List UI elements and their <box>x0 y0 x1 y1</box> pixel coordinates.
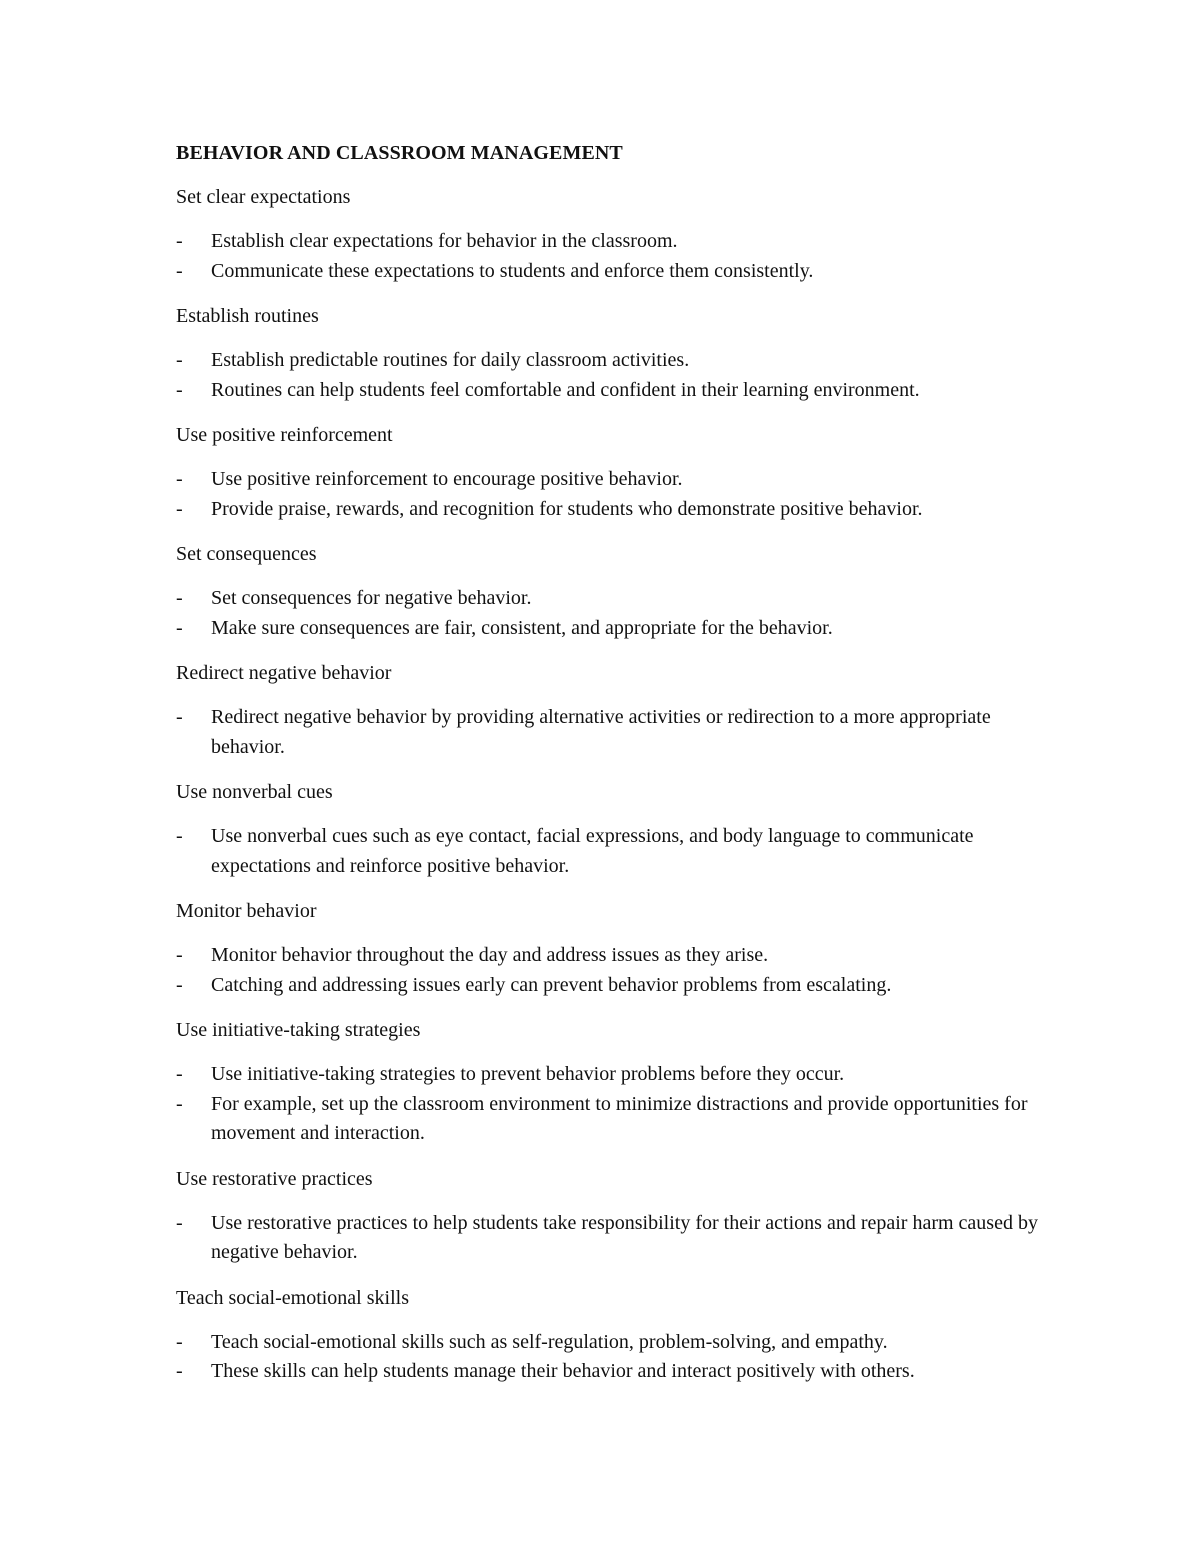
section <box>176 658 1056 762</box>
bullet-list <box>176 822 1056 881</box>
bullet-dash-icon: - <box>176 378 183 401</box>
bullet-text: Set consequences for negative behavior. <box>211 587 532 609</box>
section-heading: Teach social-emotional skills <box>176 1286 409 1309</box>
bullet-text: Establish clear expectations for behavior in the classroom. <box>211 230 678 252</box>
bullet-text: Monitor behavior throughout the day and address issues as they arise. <box>211 944 769 966</box>
section <box>176 1015 1056 1149</box>
bullet-dash-icon: - <box>176 944 183 966</box>
bullet-text: Make sure consequences are fair, consistent, and appropriate for the behavior. <box>211 616 833 639</box>
bullet-list <box>176 1060 1056 1149</box>
document-title: BEHAVIOR AND CLASSROOM MANAGEMENT <box>176 142 623 164</box>
bullet-text: Routines can help students feel comfortable and confident in their learning environment. <box>211 378 920 401</box>
bullet-item <box>176 1209 1056 1268</box>
section <box>176 1164 1056 1268</box>
bullet-dash-icon: - <box>176 1092 183 1115</box>
bullet-text: Redirect negative behavior by providing alternative activities or redirection to a more appropriate behavior. <box>211 706 991 758</box>
bullet-item <box>176 1357 1056 1387</box>
bullet-dash-icon: - <box>176 259 183 282</box>
section-list <box>176 182 1056 1387</box>
bullet-dash-icon: - <box>176 973 183 996</box>
bullet-list <box>176 584 1056 643</box>
bullet-dash-icon: - <box>176 230 183 252</box>
section <box>176 896 1056 1000</box>
bullet-dash-icon: - <box>176 1330 183 1353</box>
bullet-text: Use restorative practices to help students take responsibility for their actions and repair harm caused by negative behavior. <box>211 1211 1038 1263</box>
bullet-dash-icon: - <box>176 706 183 728</box>
bullet-text: For example, set up the classroom environment to minimize distractions and provide opportunities for movement and interaction. <box>211 1092 1028 1144</box>
bullet-list <box>176 227 1056 286</box>
section-heading: Redirect negative behavior <box>176 662 392 684</box>
bullet-dash-icon: - <box>176 497 183 520</box>
section-heading: Establish routines <box>176 305 319 327</box>
bullet-dash-icon: - <box>176 825 183 847</box>
section <box>176 420 1056 524</box>
bullet-list <box>176 703 1056 762</box>
bullet-dash-icon: - <box>176 587 183 609</box>
section-heading: Use nonverbal cues <box>176 781 333 803</box>
bullet-dash-icon: - <box>176 468 183 490</box>
bullet-item <box>176 227 1056 257</box>
bullet-item <box>176 584 1056 614</box>
bullet-item <box>176 971 1056 1001</box>
bullet-item <box>176 465 1056 495</box>
bullet-text: Use positive reinforcement to encourage positive behavior. <box>211 468 683 490</box>
bullet-item <box>176 1090 1056 1149</box>
bullet-text: Teach social-emotional skills such as self-regulation, problem-solving, and empathy. <box>211 1330 888 1353</box>
bullet-item <box>176 257 1056 287</box>
section-heading: Use positive reinforcement <box>176 424 393 446</box>
bullet-text: Use initiative-taking strategies to prevent behavior problems before they occur. <box>211 1063 845 1085</box>
section <box>176 1283 1056 1387</box>
section-heading: Use restorative practices <box>176 1167 373 1190</box>
bullet-item <box>176 1328 1056 1358</box>
document-page <box>176 138 1056 1402</box>
bullet-item <box>176 941 1056 971</box>
bullet-item <box>176 495 1056 525</box>
section <box>176 182 1056 286</box>
bullet-text: Provide praise, rewards, and recognition for students who demonstrate positive behavior. <box>211 497 923 520</box>
section <box>176 301 1056 405</box>
section-heading: Set consequences <box>176 543 317 565</box>
bullet-dash-icon: - <box>176 349 183 371</box>
bullet-item <box>176 822 1056 881</box>
bullet-text: These skills can help students manage their behavior and interact positively with others. <box>211 1360 915 1382</box>
section-heading: Monitor behavior <box>176 900 317 922</box>
bullet-list <box>176 1209 1056 1268</box>
section <box>176 777 1056 881</box>
bullet-item <box>176 703 1056 762</box>
bullet-item <box>176 346 1056 376</box>
bullet-text: Communicate these expectations to students and enforce them consistently. <box>211 259 814 282</box>
bullet-dash-icon: - <box>176 1360 183 1382</box>
bullet-text: Establish predictable routines for daily classroom activities. <box>211 349 690 371</box>
section <box>176 539 1056 643</box>
bullet-dash-icon: - <box>176 616 183 639</box>
bullet-list <box>176 346 1056 405</box>
bullet-item <box>176 1060 1056 1090</box>
bullet-dash-icon: - <box>176 1211 183 1234</box>
bullet-text: Use nonverbal cues such as eye contact, facial expressions, and body language to communicate expectations and reinforce positive behavior. <box>211 825 974 877</box>
section-heading: Set clear expectations <box>176 186 351 208</box>
bullet-list <box>176 941 1056 1000</box>
bullet-item <box>176 614 1056 644</box>
bullet-item <box>176 376 1056 406</box>
bullet-text: Catching and addressing issues early can prevent behavior problems from escalating. <box>211 973 892 996</box>
section-heading: Use initiative-taking strategies <box>176 1019 421 1041</box>
bullet-dash-icon: - <box>176 1063 183 1085</box>
bullet-list <box>176 465 1056 524</box>
bullet-list <box>176 1328 1056 1387</box>
